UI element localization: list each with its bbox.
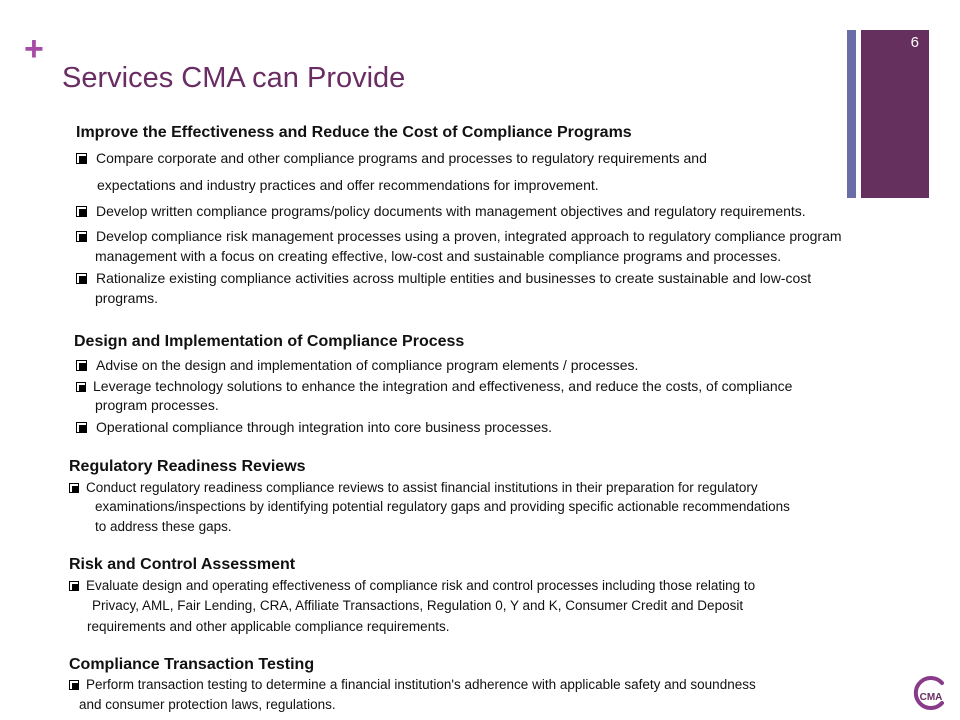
bullet-continuation: examinations/inspections by identifying potential regulatory gaps and providing specific actionable recommendations <box>95 499 790 514</box>
cma-logo-icon <box>912 675 948 711</box>
bullet-item: Evaluate design and operating effectiveness of compliance risk and control processes including those relating to <box>69 578 755 593</box>
bullet-continuation: to address these gaps. <box>95 519 232 534</box>
accent-bar-thick <box>861 30 929 198</box>
bullet-item: Perform transaction testing to determine a financial institution's adherence with applicable safety and soundness <box>69 677 756 692</box>
logo-text: CMA <box>919 692 943 703</box>
checkbox-bullet-icon <box>76 206 87 217</box>
checkbox-bullet-icon <box>76 360 87 371</box>
bullet-continuation: programs. <box>95 290 159 306</box>
bullet-continuation: expectations and industry practices and offer recommendations for improvement. <box>97 177 599 193</box>
bullet-continuation: Privacy, AML, Fair Lending, CRA, Affiliate Transactions, Regulation 0, Y and K, Consumer Credit and Deposit <box>92 598 744 613</box>
bullet-continuation: program processes. <box>95 397 219 413</box>
bullet-continuation: requirements and other applicable compliance requirements. <box>87 619 450 634</box>
section-heading: Improve the Effectiveness and Reduce the Cost of Compliance Programs <box>76 124 632 141</box>
section-heading: Regulatory Readiness Reviews <box>69 458 306 475</box>
checkbox-bullet-icon <box>76 153 87 164</box>
plus-icon: + <box>24 30 44 68</box>
accent-bar-thin <box>847 30 856 198</box>
bullet-item: Develop written compliance programs/policy documents with management objectives and regulatory requirements. <box>76 203 806 219</box>
section-heading: Compliance Transaction Testing <box>69 656 315 673</box>
bullet-item: Rationalize existing compliance activities across multiple entities and businesses to create sustainable and low-cost <box>76 270 811 286</box>
bullet-continuation: and consumer protection laws, regulations. <box>79 697 336 712</box>
bullet-item: Develop compliance risk management processes using a proven, integrated approach to regulatory compliance program <box>76 228 842 244</box>
section-heading: Risk and Control Assessment <box>69 556 296 573</box>
section-heading: Design and Implementation of Compliance Process <box>74 333 465 350</box>
bullet-continuation: management with a focus on creating effective, low-cost and sustainable compliance programs and processes. <box>95 248 782 264</box>
checkbox-bullet-icon <box>76 422 87 433</box>
checkbox-bullet-icon <box>76 231 87 242</box>
checkbox-bullet-icon <box>76 273 87 284</box>
bullet-item: Leverage technology solutions to enhance the integration and effectiveness, and reduce the costs, of compliance <box>76 378 792 394</box>
bullet-item: Compare corporate and other compliance programs and processes to regulatory requirements and <box>76 150 707 166</box>
checkbox-bullet-icon <box>69 581 79 591</box>
bullet-item: Advise on the design and implementation of compliance program elements / processes. <box>76 357 638 373</box>
slide-title: Services CMA can Provide <box>62 62 406 94</box>
page-number: 6 <box>910 34 919 51</box>
checkbox-bullet-icon <box>69 483 79 493</box>
bullet-item: Operational compliance through integration into core business processes. <box>76 419 552 435</box>
checkbox-bullet-icon <box>69 680 79 690</box>
checkbox-bullet-icon <box>76 382 86 392</box>
bullet-item: Conduct regulatory readiness compliance reviews to assist financial institutions in their preparation for regulatory <box>69 480 758 495</box>
